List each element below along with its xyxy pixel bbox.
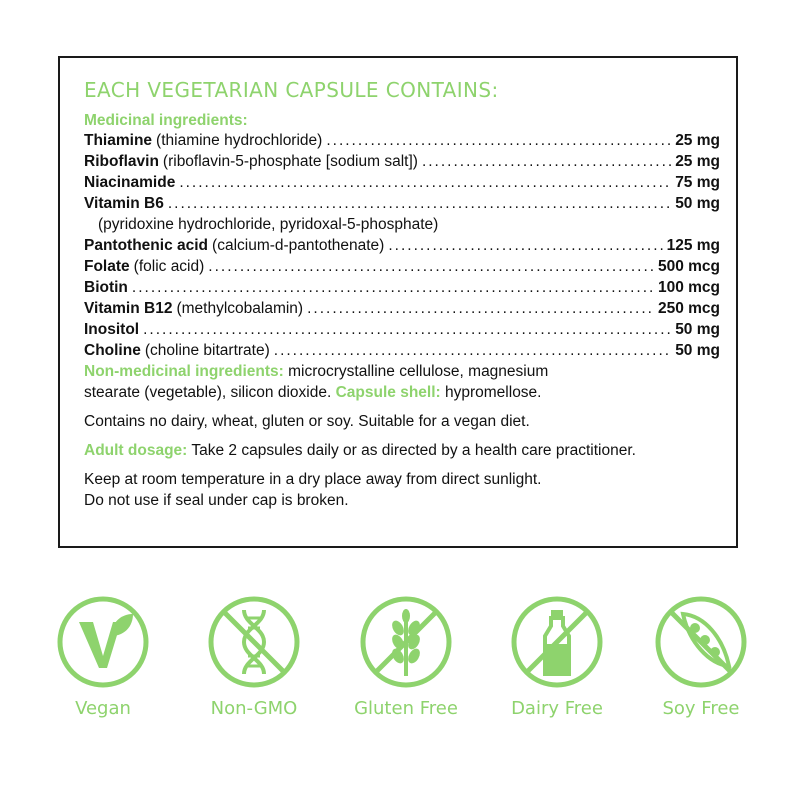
panel-title: EACH VEGETARIAN CAPSULE CONTAINS: — [84, 78, 499, 102]
ingredient-detail: (thiamine hydrochloride) — [156, 132, 323, 149]
storage-line-1: Keep at room temperature in a dry place away from direct sunlight. — [84, 471, 542, 488]
badge-label: Soy Free — [662, 698, 740, 719]
non-medicinal-text-1: microcrystalline cellulose, magnesium — [288, 363, 549, 380]
leader-dots — [168, 193, 671, 214]
badge-non-gmo — [189, 594, 319, 719]
dosage-statement — [84, 440, 720, 461]
milk-bottle-crossed-icon — [509, 594, 605, 690]
badge-vegan — [38, 594, 168, 719]
vegan-v-leaf-icon — [55, 594, 151, 690]
ingredient-row-niacinamide — [84, 172, 720, 193]
ingredient-amount: 50 mg — [675, 342, 720, 359]
ingredient-row-pantothenic-acid — [84, 235, 720, 256]
ingredient-name: Niacinamide — [84, 174, 176, 191]
ingredient-name: Vitamin B12 — [84, 300, 173, 317]
badge-label: Dairy Free — [511, 698, 603, 719]
ingredient-amount: 25 mg — [675, 153, 720, 170]
leader-dots — [132, 277, 654, 298]
badge-label: Non-GMO — [210, 698, 298, 719]
capsule-shell-heading: Capsule shell: — [335, 384, 441, 401]
badge-label: Gluten Free — [354, 698, 458, 719]
badge-dairy-free — [492, 594, 622, 719]
ingredient-name: Choline — [84, 342, 141, 359]
ingredient-name: Riboflavin — [84, 153, 159, 170]
leader-dots — [208, 256, 654, 277]
ingredient-name: Pantothenic acid — [84, 237, 209, 254]
ingredient-detail: (choline bitartrate) — [144, 342, 270, 359]
badge-label: Vegan — [75, 698, 131, 719]
leader-dots — [143, 319, 671, 340]
supplement-facts-panel — [58, 56, 738, 548]
ingredient-row-thiamine — [84, 130, 720, 151]
leader-dots — [274, 340, 671, 361]
ingredient-row-riboflavin — [84, 151, 720, 172]
ingredient-amount: 250 mcg — [657, 300, 720, 317]
vitamin-b6-note: (pyridoxine hydrochloride, pyridoxal-5-phosphate) — [98, 216, 439, 233]
wheat-crossed-icon — [358, 594, 454, 690]
ingredient-row-inositol — [84, 319, 720, 340]
capsule-shell-text: hypromellose. — [445, 384, 542, 401]
ingredient-row-vitamin-b12 — [84, 298, 720, 319]
ingredient-amount: 500 mcg — [657, 258, 720, 275]
ingredient-row-folate — [84, 256, 720, 277]
ingredient-detail: (calcium-d-pantothenate) — [212, 237, 385, 254]
ingredient-amount: 125 mg — [666, 237, 720, 254]
ingredient-name: Inositol — [84, 321, 140, 338]
leader-dots — [179, 172, 671, 193]
leader-dots — [422, 151, 671, 172]
ingredient-amount: 100 mcg — [657, 279, 720, 296]
storage-line-2: Do not use if seal under cap is broken. — [84, 492, 349, 509]
ingredient-name: Thiamine — [84, 132, 153, 149]
non-medicinal-heading: Non-medicinal ingredients: — [84, 363, 284, 380]
badge-gluten-free — [341, 594, 471, 719]
leader-dots — [388, 235, 662, 256]
badge-soy-free — [636, 594, 766, 719]
leader-dots — [307, 298, 654, 319]
panel-content — [84, 111, 720, 511]
certification-badges — [0, 594, 800, 734]
ingredient-amount: 25 mg — [675, 132, 720, 149]
non-medicinal-text-2: stearate (vegetable), silicon dioxide. — [84, 384, 332, 401]
non-medicinal-ingredients — [84, 361, 720, 403]
ingredient-row-vitamin-b6 — [84, 193, 720, 214]
dosage-heading: Adult dosage: — [84, 442, 188, 459]
ingredient-detail: (folic acid) — [133, 258, 205, 275]
leader-dots — [326, 130, 671, 151]
medicinal-ingredients-heading: Medicinal ingredients: — [84, 112, 248, 129]
ingredient-detail: (methylcobalamin) — [176, 300, 304, 317]
soybean-crossed-icon — [653, 594, 749, 690]
ingredient-amount: 50 mg — [675, 321, 720, 338]
ingredient-amount: 50 mg — [675, 195, 720, 212]
ingredient-row-biotin — [84, 277, 720, 298]
ingredient-amount: 75 mg — [675, 174, 720, 191]
ingredient-detail: (riboflavin-5-phosphate [sodium salt]) — [162, 153, 418, 170]
ingredient-row-choline — [84, 340, 720, 361]
dna-crossed-icon — [206, 594, 302, 690]
ingredient-name: Biotin — [84, 279, 128, 296]
ingredient-name: Folate — [84, 258, 130, 275]
allergen-statement: Contains no dairy, wheat, gluten or soy. Suitable for a vegan diet. — [84, 413, 530, 430]
ingredient-name: Vitamin B6 — [84, 195, 164, 212]
dosage-text: Take 2 capsules daily or as directed by a health care practitioner. — [191, 442, 636, 459]
